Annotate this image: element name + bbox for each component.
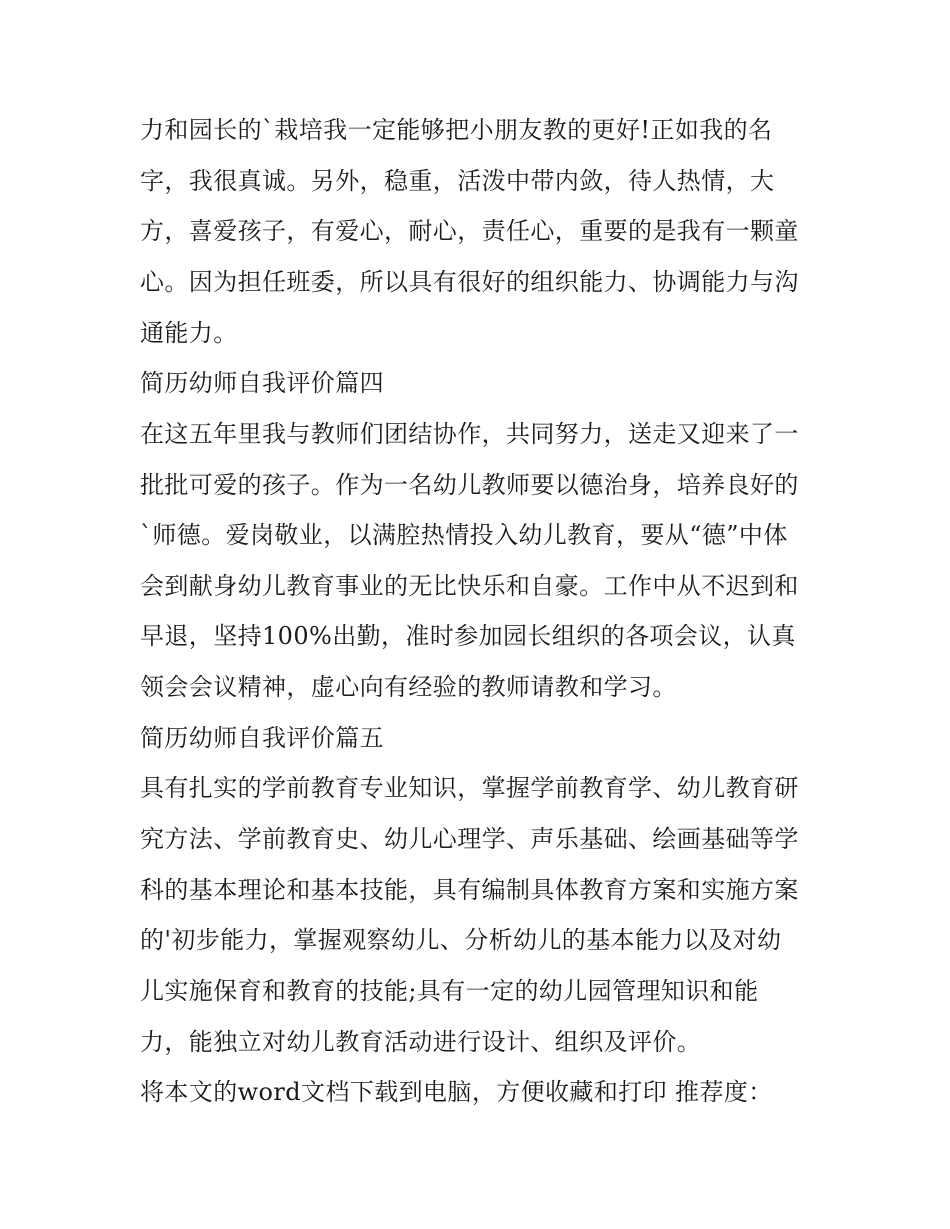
text-line: 儿实施保育和教育的技能;具有一定的幼儿园管理知识和能: [140, 977, 759, 1005]
text-line: 力和园长的`栽培我一定能够把小朋友教的更好!正如我的名: [140, 116, 773, 144]
text-line: 批批可爱的孩子。作为一名幼儿教师要以德治身，培养良好的: [140, 471, 799, 499]
text-line: 力，能独立对幼儿教育活动进行设计、组织及评价。: [140, 1028, 702, 1056]
text-line: `师德。爱岗敬业，以满腔热情投入幼儿教育，要从“德”中体: [140, 521, 788, 549]
text-line: 具有扎实的学前教育专业知识，掌握学前教育学、幼儿教育研: [140, 774, 799, 802]
section-heading: 简历幼师自我评价篇四: [140, 369, 384, 397]
text-line: 早退，坚持100%出勤，准时参加园长组织的各项会议，认真: [140, 622, 796, 650]
text-line: 在这五年里我与教师们团结协作，共同努力，送走又迎来了一: [140, 420, 799, 448]
text-line: 会到献身幼儿教育事业的无比快乐和自豪。工作中从不迟到和: [140, 572, 799, 600]
text-line: 科的基本理论和基本技能，具有编制具体教育方案和实施方案: [140, 876, 799, 904]
download-prompt: 将本文的word文档下载到电脑，方便收藏和打印 推荐度：: [140, 1078, 773, 1106]
text-line: 领会会议精神，虚心向有经验的教师请教和学习。: [140, 673, 677, 701]
section-heading: 简历幼师自我评价篇五: [140, 724, 384, 752]
text-line: 字，我很真诚。另外，稳重，活泼中带内敛，待人热情，大: [140, 167, 775, 195]
text-line: 通能力。: [140, 319, 238, 347]
text-line: 方，喜爱孩子，有爱心，耐心，责任心，重要的是我有一颗童: [140, 217, 799, 245]
text-line: 究方法、学前教育史、幼儿心理学、声乐基础、绘画基础等学: [140, 825, 799, 853]
text-line: 心。因为担任班委，所以具有很好的组织能力、协调能力与沟: [140, 268, 799, 296]
text-line: 的'初步能力，掌握观察幼儿、分析幼儿的基本能力以及对幼: [140, 926, 782, 954]
